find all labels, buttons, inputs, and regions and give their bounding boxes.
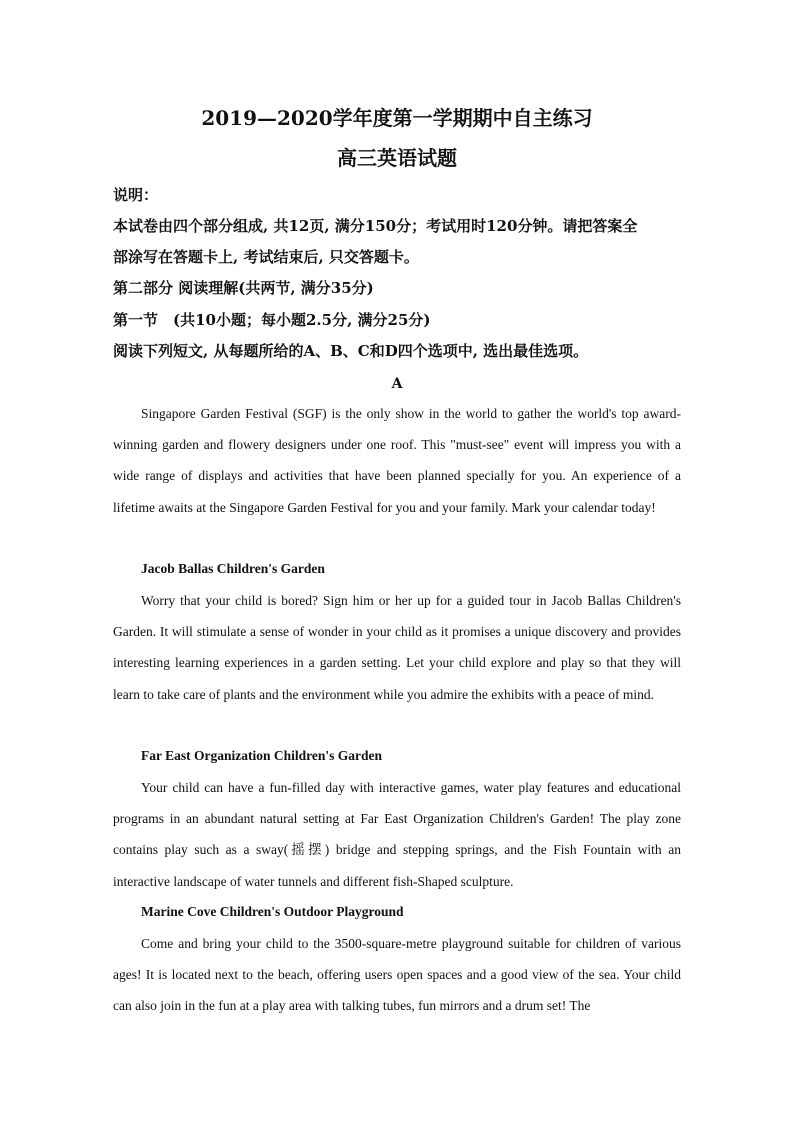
passage-intro: Singapore Garden Festival (SGF) is the only show in the world to gather the world's top award-winning garden and flowery designers under one roof. This "must-see" event will impress you with a wide range of displays and activities that have been planned specially for you. An experience of a lifetime awaits at the Singapore Garden Festival for you and your family. Mark your calendar today! (113, 406, 681, 515)
section-heading-far-east: Far East Organization Children's Garden (141, 748, 383, 763)
part-heading: 第二部分 阅读理解(共两节, 满分35分) (113, 279, 374, 297)
section-body-jacob-ballas: Worry that your child is bored? Sign him or her up for a guided tour in Jacob Ballas Children's Garden. It will stimulate a sense of wonder in your child as it promises a unique discovery and provides interesting learning experiences in a garden setting. Let your child explore and play so that they will learn to take care of plants and the environment while you admire the exhibits with a peace of mind. (113, 593, 681, 702)
section-heading: 第一节 (共10小题；每小题2.5分, 满分25分) (113, 311, 431, 329)
reading-direction: 阅读下列短文, 从每题所给的A、B、C和D四个选项中, 选出最佳选项。 (113, 342, 589, 360)
section-heading-marine-cove: Marine Cove Children's Outdoor Playground (141, 904, 404, 919)
instructions-line-2: 部涂写在答题卡上, 考试结束后, 只交答题卡。 (113, 248, 419, 266)
section-heading-jacob-ballas: Jacob Ballas Children's Garden (141, 561, 325, 576)
passage-letter: A (391, 376, 403, 392)
instructions-line-1: 本试卷由四个部分组成, 共12页, 满分150分；考试用时120分钟。请把答案全 (113, 217, 638, 235)
instructions-label: 说明： (113, 186, 159, 204)
exam-title: 2019—2020学年度第一学期期中自主练习 (201, 106, 593, 130)
section-body-marine-cove: Come and bring your child to the 3500-square-metre playground suitable for children of various ages! It is located next to the beach, offering users open spaces and a good view of the sea. Your child can also join in the fun at a play area with talking tubes, fun mirrors and a drum set! The (113, 936, 681, 1014)
exam-subtitle: 高三英语试题 (337, 146, 457, 170)
section-body-far-east: Your child can have a fun-filled day with interactive games, water play features and educational programs in an abundant natural setting at Far East Organization Children's Garden! The play zone contains play such as a sway(摇摆) bridge and stepping springs, and the Fish Fountain with an interactive landscape of water tunnels and different fish-Shaped sculpture. (113, 780, 681, 889)
